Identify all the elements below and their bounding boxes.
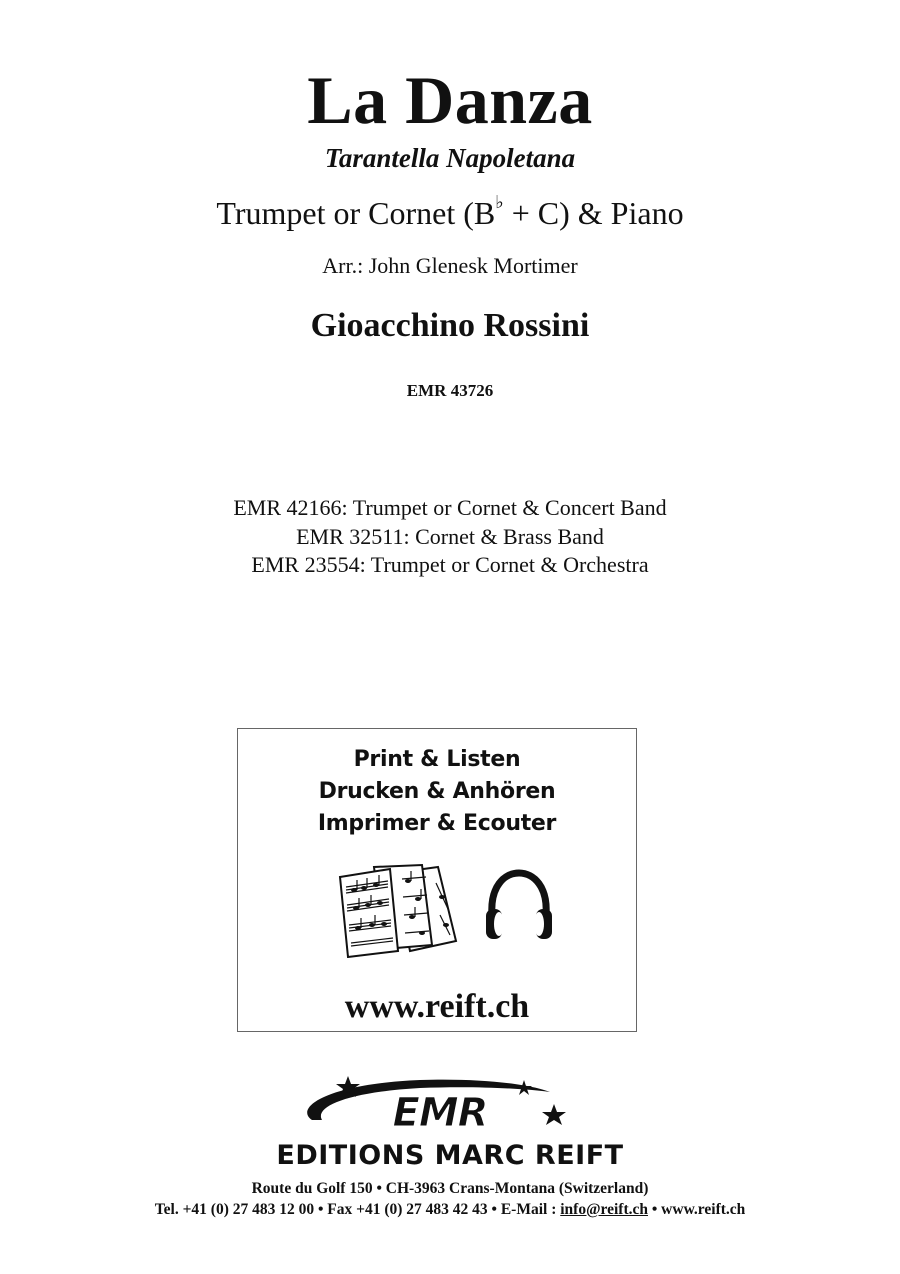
print-listen-box <box>237 728 637 1032</box>
instrumentation <box>0 192 900 234</box>
email-link[interactable]: info@reift.ch <box>560 1201 648 1218</box>
headphones-icon <box>484 869 554 947</box>
promo-lines <box>238 744 636 840</box>
promo-line-french: Imprimer & Ecouter <box>317 811 557 836</box>
promo-line-english: Print & Listen <box>353 747 521 772</box>
related-edition: EMR 42166: Trumpet or Cornet & Concert Band <box>233 495 667 520</box>
instrumentation-text-end: + C) & Piano <box>503 195 684 231</box>
publisher-address: Route du Golf 150 • CH-3963 Crans-Montana (Switzerland) <box>251 1180 649 1197</box>
publisher-name: EDITIONS MARC REIFT <box>276 1140 624 1171</box>
flat-sign: ♭ <box>495 192 504 213</box>
instrumentation-text: Trumpet or Cornet (B <box>216 195 496 231</box>
promo-url[interactable]: www.reift.ch <box>344 988 530 1025</box>
related-edition: EMR 32511: Cornet & Brass Band <box>296 523 604 549</box>
related-editions <box>0 494 900 580</box>
arranger: Arr.: John Glenesk Mortimer <box>322 253 578 278</box>
promo-line-german: Drucken & Anhören <box>318 779 556 804</box>
emr-logo <box>300 1074 580 1138</box>
cover-subtitle: Tarantella Napoletana <box>324 143 576 173</box>
catalog-number: EMR 43726 <box>406 381 494 400</box>
composer: Gioacchino Rossini <box>310 307 590 344</box>
sheet-music-icon <box>336 863 471 958</box>
contact-phone-fax: Tel. +41 (0) 27 483 12 00 • Fax +41 (0) 27 483 42 43 • E-Mail : <box>154 1201 561 1218</box>
contact-website[interactable]: • www.reift.ch <box>648 1201 746 1218</box>
emr-logo-text: EMR <box>392 1090 488 1136</box>
publisher-contact <box>0 1199 900 1221</box>
cover-title: La Danza <box>307 62 593 138</box>
related-edition: EMR 23554: Trumpet or Cornet & Orchestra <box>251 552 649 577</box>
